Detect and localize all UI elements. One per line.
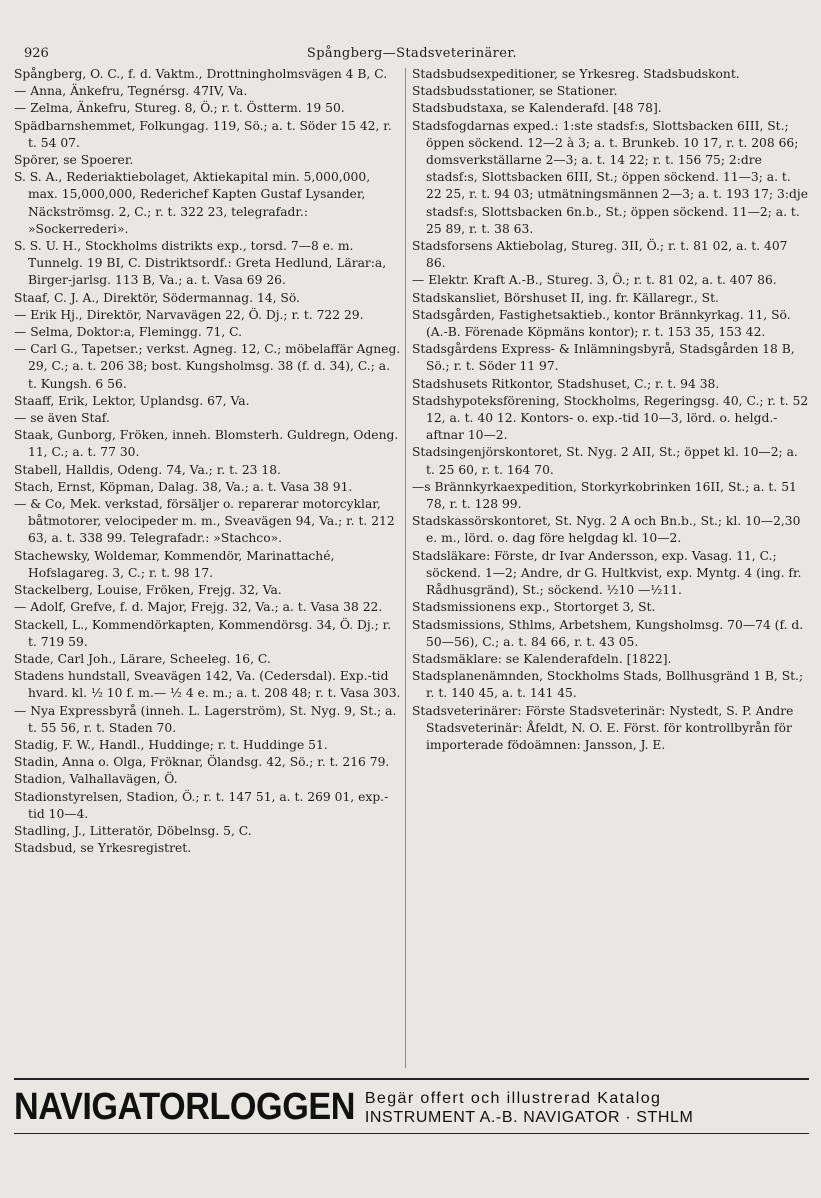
- entry-stadsfogdarnas: Stadsfogdarnas exped.: 1:ste stadsf:s, Slottsbacken 6III, St.; öppen söckend. 12—2 à 3; a. t. Brunkeb. 10 17, r. t. 208 66; domsverkställarne 2—3; a. t. 14 22; r. t. 156 75; 2:dre stadsf:s, Slottsbacken 6III, St.; öppen söckend. 11—3; a. t. 22 25, r. t. 94 03; utmätningsmännen 2—3; a. t. 193 17; 3:dje stadsf:s, Slottsbacken 6n.b., St.; öppen söckend. 11—2; a. t. 25 89, r. t. 38 63.: [412, 118, 808, 236]
- entry-stadling: Stadling, J., Litteratör, Döbelnsg. 5, C.: [14, 823, 252, 838]
- page-number: 926: [24, 46, 49, 61]
- entry-stackelberg-adolf: — Adolf, Grefve, f. d. Major, Frejg. 32, Va.; a. t. Vasa 38 22.: [14, 600, 383, 615]
- entry-stadion: Stadion, Valhallavägen, Ö.: [14, 772, 178, 787]
- entry-stadsgarden: Stadsgården, Fastighetsaktieb., kontor Brännkyrkag. 11, Sö. (A.-B. Förenade Köpmäns kontor); r. t. 153 35, 153 42.: [412, 307, 791, 340]
- entry-stadsbud: Stadsbud, se Yrkesregistret.: [14, 841, 192, 856]
- entry-stadsmissions-arbetshem: Stadsmissions, Sthlms, Arbetshem, Kungsholmsg. 70—74 (f. d. 50—56), C.; a. t. 84 66, r. t. 43 05.: [412, 617, 804, 649]
- entry-stach-co: — & Co, Mek. verkstad, försäljer o. reparerar motorcyklar, båtmotorer, velocipeder m. m., Sveavägen 94, Va.; r. t. 212 63, a. t. 338 99. Telegrafadr.: »Stachco».: [14, 497, 395, 546]
- navigator-advertisement: [14, 1078, 809, 1150]
- ad-rule-top: [14, 1078, 809, 1080]
- column-divider: [405, 68, 406, 1068]
- entry-stade-carl: Stade, Carl Joh., Lärare, Scheeleg. 16, C.: [14, 651, 271, 666]
- entry-stadsmissionens-exp: Stadsmissionens exp., Stortorget 3, St.: [412, 600, 656, 615]
- ad-line-company: INSTRUMENT A.-B. NAVIGATOR · STHLM: [364, 1108, 694, 1126]
- entry-nya-expressbyra: — Nya Expressbyrå (inneh. L. Lagerström), St. Nyg. 9, St.; a. t. 55 56, r. t. Staden 70.: [14, 703, 397, 735]
- entry-spangberg-zelma: — Zelma, Änkefru, Stureg. 8, Ö.; r. t. Östterm. 19 50.: [14, 101, 345, 116]
- ad-rule-bottom: [14, 1133, 809, 1134]
- entry-stadin: Stadin, Anna o. Olga, Fröknar, Ölandsg. 42, Sö.; r. t. 216 79.: [14, 755, 390, 770]
- entry-stackelberg-louise: Stackelberg, Louise, Fröken, Frejg. 32, Va.: [14, 583, 282, 598]
- ad-line-offer: Begär offert och illustrerad Katalog: [364, 1089, 662, 1107]
- entry-stach-ernst: Stach, Ernst, Köpman, Dalag. 38, Va.; a. t. Vasa 38 91.: [14, 479, 353, 494]
- entry-staak-gunborg: Staak, Gunborg, Fröken, inneh. Blomsterh. Guldregn, Odeng. 11, C.; a. t. 77 30.: [14, 428, 399, 460]
- entry-stadsingenjorskontoret: Stadsingenjörskontoret, St. Nyg. 2 AII, St.; öppet kl. 10—2; a. t. 25 60, r. t. 164 70.: [412, 445, 798, 477]
- ad-brand-name: NAVIGATORLOGGEN: [14, 1086, 355, 1128]
- entry-stadsgardens-express: Stadsgårdens Express- & Inlämningsbyrå, Stadsgården 18 B, Sö.; r. t. Söder 11 97.: [412, 342, 795, 374]
- entry-staaf-cja: Staaf, C. J. A., Direktör, Södermannag. 14, Sö.: [14, 290, 300, 305]
- entry-ssa-rederiaktiebolaget: S. S. A., Rederiaktiebolaget, Aktiekapital min. 5,000,000, max. 15,000,000, Rederichef Kapten Gustaf Lysander, Näckströmsg. 2, C.; r. t. 322 23, telegrafadr.: »Sockerrederi».: [14, 170, 371, 236]
- entry-stadskansliet: Stadskansliet, Börshuset II, ing. fr. Källaregr., St.: [412, 290, 719, 305]
- entry-spadbarnshemmet: Spädbarnshemmet, Folkungag. 119, Sö.; a. t. Söder 15 42, r. t. 54 07.: [14, 118, 392, 150]
- right-column: [412, 66, 810, 1072]
- entry-staaff-erik: Staaff, Erik, Lektor, Uplandsg. 67, Va.: [14, 393, 250, 408]
- entry-stackell: Stackell, L., Kommendörkapten, Kommendörsg. 34, Ö. Dj.; r. t. 719 59.: [14, 617, 392, 649]
- entry-stadslakare: Stadsläkare: Förste, dr Ivar Andersson, exp. Vasag. 11, C.; söckend. 1—2; Andre, dr G. Hultkvist, exp. Myntg. 4 (ing. fr. Rådhusgränd), St.; söckend. ½10 —½11.: [412, 548, 802, 598]
- entry-stadig: Stadig, F. W., Handl., Huddinge; r. t. Huddinge 51.: [14, 737, 328, 752]
- entry-staaf-carl: — Carl G., Tapetser.; verkst. Agneg. 12, C.; möbelaffär Agneg. 29, C.; a. t. 206 38; bost. Kungsholmsg. 38 (f. d. 34), C.; a. t. Kungsh. 6 56.: [14, 342, 401, 391]
- entry-ssuh: S. S. U. H., Stockholms distrikts exp., torsd. 7—8 e. m. Tunnelg. 19 BI, C. Distriktsordf.: Greta Hedlund, Lärar:a, Birger-jarlsg. 113 B, Va.; a. t. Vasa 69 26.: [14, 239, 387, 288]
- entry-staaf-selma: — Selma, Doktor:a, Flemingg. 71, C.: [14, 325, 243, 340]
- entry-staaf-erik: — Erik Hj., Direktör, Narvavägen 22, Ö. Dj.; r. t. 722 29.: [14, 307, 364, 322]
- entry-stadsbudstaxa: Stadsbudstaxa, se Kalenderafd. [48 78].: [412, 101, 662, 116]
- entry-stadsforsens-ab: Stadsforsens Aktiebolag, Stureg. 3II, Ö.; r. t. 81 02, a. t. 407 86.: [412, 239, 788, 271]
- entry-stadens-hundstall: Stadens hundstall, Sveavägen 142, Va. (Cedersdal). Exp.-tid hvard. kl. ½ 10 f. m.— ½ 4 e. m.; a. t. 208 48; r. t. Vasa 303.: [14, 669, 401, 701]
- entry-staaff-se-aven: — se även Staf.: [14, 411, 110, 426]
- entry-spangberg-anna: — Anna, Änkefru, Tegnérsg. 47IV, Va.: [14, 84, 248, 99]
- entry-stabell-halldis: Stabell, Halldis, Odeng. 74, Va.; r. t. 23 18.: [14, 462, 281, 477]
- entry-stadsbudsstationer: Stadsbudsstationer, se Stationer.: [412, 84, 618, 99]
- ad-row: [14, 1086, 809, 1129]
- entry-stadionstyrelsen: Stadionstyrelsen, Stadion, Ö.; r. t. 147 51, a. t. 269 01, exp.-tid 10—4.: [14, 789, 389, 821]
- page-header: [22, 46, 802, 66]
- ad-copy: [365, 1089, 694, 1127]
- left-column: [14, 66, 402, 1072]
- entry-stadsbudsexpeditioner: Stadsbudsexpeditioner, se Yrkesreg. Stadsbudskont.: [412, 67, 740, 81]
- entry-stadshypoteksforening: Stadshypoteksförening, Stockholms, Regeringsg. 40, C.; r. t. 52 12, a. t. 40 12. Kontors- o. exp.-tid 10—3, lörd. o. helgd.-aftnar 10—2.: [412, 393, 809, 443]
- entry-stadsveterinarer: Stadsveterinärer: Förste Stadsveterinär: Nystedt, S. P. Andre Stadsveterinär: Åfeldt, N. O. E. Först. för kontrollbyrån för importerade födoämnen: Jansson, J. E.: [412, 703, 794, 752]
- entry-brannkyrkaexpedition: —s Brännkyrkaexpedition, Storkyrkobrinken 16II, St.; a. t. 51 78, r. t. 128 99.: [412, 479, 797, 512]
- running-title: Spångberg—Stadsveterinärer.: [306, 46, 518, 61]
- entry-stadsplanenamnden: Stadsplanenämnden, Stockholms Stads, Bollhusgränd 1 B, St.; r. t. 140 45, a. t. 141 45.: [412, 669, 804, 701]
- entry-stadsmaklare: Stadsmäklare: se Kalenderafdeln. [1822].: [412, 651, 672, 666]
- entry-elektr-kraft: — Elektr. Kraft A.-B., Stureg. 3, Ö.; r. t. 81 02, a. t. 407 86.: [412, 273, 777, 288]
- entry-stachewsky: Stachewsky, Woldemar, Kommendör, Marinattaché, Hofslagareg. 3, C.; r. t. 98 17.: [14, 548, 335, 580]
- entry-stadskassorskontoret: Stadskassörskontoret, St. Nyg. 2 A och Bn.b., St.; kl. 10—2,30 e. m., lörd. o. dag före helgdag kl. 10—2.: [412, 514, 801, 546]
- entry-stadshusets-ritkontor: Stadshusets Ritkontor, Stadshuset, C.; r. t. 94 38.: [412, 376, 720, 391]
- entry-sporer: Spörer, se Spoerer.: [14, 153, 134, 168]
- entry-spangberg-oc: Spångberg, O. C., f. d. Vaktm., Drottningholmsvägen 4 B, C.: [14, 67, 388, 81]
